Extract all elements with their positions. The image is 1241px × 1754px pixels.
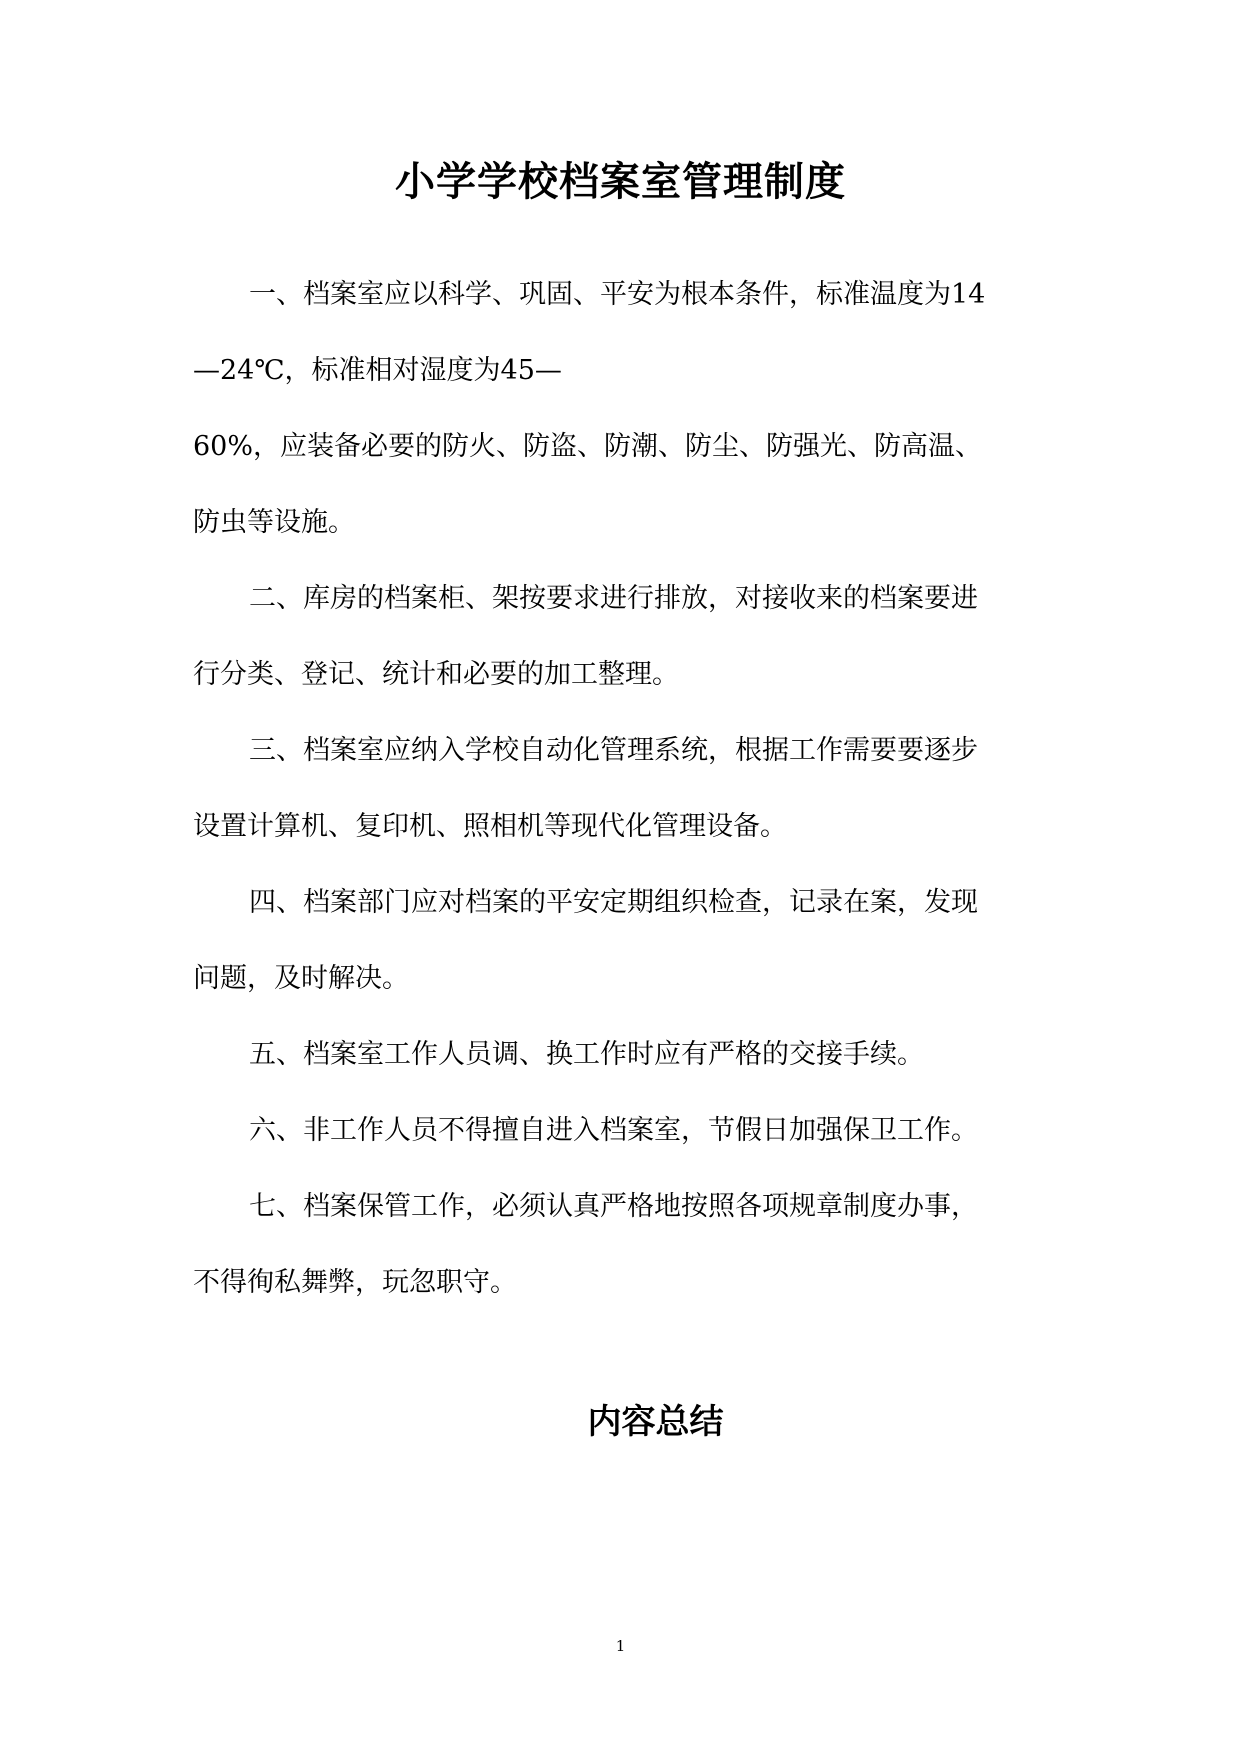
paragraph-7 bbox=[193, 1169, 1053, 1245]
paragraph-1-line-3: 60%，应装备必要的防火、防盗、防潮、防尘、防强光、防高温、 bbox=[193, 431, 983, 462]
summary-heading: 内容总结 bbox=[587, 1402, 724, 1442]
paragraph-1-cont bbox=[193, 485, 1053, 561]
paragraph-3-line-1: 三、档案室应纳入学校自动化管理系统，根据工作需要要逐步 bbox=[249, 735, 978, 766]
paragraph-1-cont bbox=[193, 333, 1053, 409]
paragraph-3-line-2: 设置计算机、复印机、照相机等现代化管理设备。 bbox=[193, 811, 787, 842]
paragraph-1-line-2: —24℃，标准相对湿度为45— bbox=[193, 355, 562, 386]
paragraph-2-line-1: 二、库房的档案柜、架按要求进行排放，对接收来的档案要进 bbox=[249, 583, 978, 614]
paragraph-1-cont bbox=[193, 409, 1053, 485]
paragraph-1-line-4: 防虫等设施。 bbox=[193, 507, 355, 538]
paragraph-7-line-1: 七、档案保管工作，必须认真严格地按照各项规章制度办事， bbox=[249, 1191, 978, 1222]
page-number: 1 bbox=[615, 1637, 626, 1655]
paragraph-2-cont bbox=[193, 637, 1053, 713]
paragraph-6 bbox=[193, 1093, 1053, 1169]
paragraph-5 bbox=[193, 1017, 1053, 1093]
paragraph-2-line-2: 行分类、登记、统计和必要的加工整理。 bbox=[193, 659, 679, 690]
paragraph-3-cont bbox=[193, 789, 1053, 865]
paragraph-3 bbox=[193, 713, 1053, 789]
paragraph-4 bbox=[193, 865, 1053, 941]
document-body bbox=[193, 257, 1053, 1321]
paragraph-6-line-1: 六、非工作人员不得擅自进入档案室，节假日加强保卫工作。 bbox=[249, 1115, 978, 1146]
paragraph-7-line-2: 不得徇私舞弊，玩忽职守。 bbox=[193, 1267, 517, 1298]
paragraph-4-cont bbox=[193, 941, 1053, 1017]
paragraph-1-line-1: 一、档案室应以科学、巩固、平安为根本条件，标准温度为14 bbox=[249, 279, 986, 310]
page-title: 小学学校档案室管理制度 bbox=[395, 158, 846, 205]
paragraph-7-cont bbox=[193, 1245, 1053, 1321]
paragraph-2 bbox=[193, 561, 1053, 637]
paragraph-1 bbox=[193, 257, 1053, 333]
paragraph-5-line-1: 五、档案室工作人员调、换工作时应有严格的交接手续。 bbox=[249, 1039, 924, 1070]
paragraph-4-line-1: 四、档案部门应对档案的平安定期组织检查，记录在案，发现 bbox=[249, 887, 978, 918]
paragraph-4-line-2: 问题，及时解决。 bbox=[193, 963, 409, 994]
